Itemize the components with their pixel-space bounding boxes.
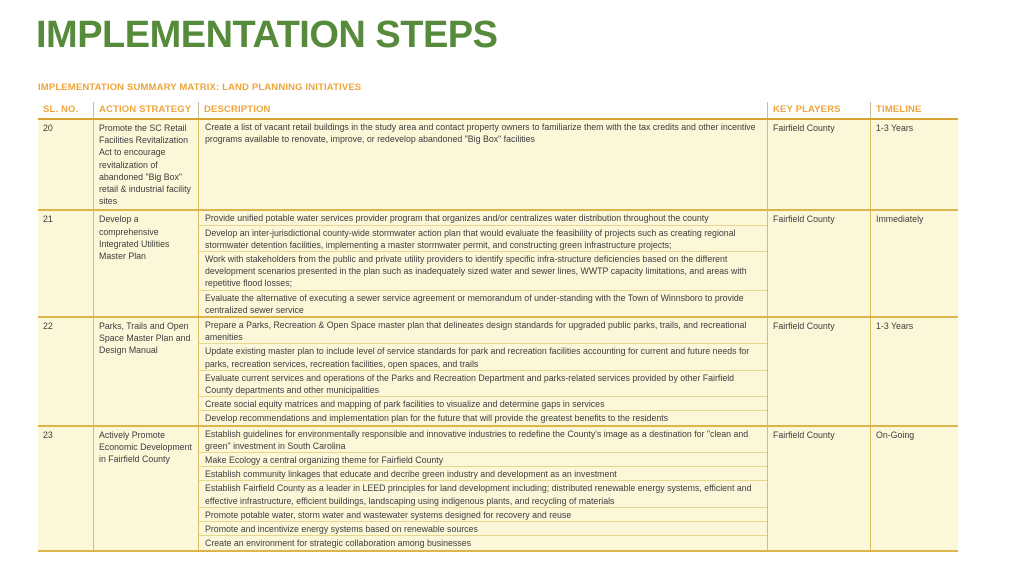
- row-sl-no: 20: [43, 123, 53, 133]
- description-item: Evaluate the alternative of executing a sewer service agreement or memorandum of under-standing with the Town of Winnsboro to provide centralized sewer service: [205, 292, 744, 315]
- row-descriptions: [198, 318, 767, 425]
- row-timeline: 1-3 Years: [870, 318, 958, 425]
- header-description: DESCRIPTION: [198, 102, 767, 118]
- row-key-players: Fairfield County: [767, 211, 870, 316]
- table-row: [38, 318, 958, 427]
- description-item: Promote potable water, storm water and wastewater systems designed for recovery and reuse: [199, 508, 767, 522]
- description-item: Establish community linkages that educate and decribe green industry and development as an investment: [199, 467, 767, 481]
- row-action-strategy: Promote the SC Retail Facilities Revitalization Act to encourage revitalization of abandoned "Big Box" retail & industrial facility sites: [93, 120, 198, 209]
- header-action-strategy: ACTION STRATEGY: [93, 102, 198, 118]
- description-item: Work with stakeholders from the public and private utility providers to identify specific infra-structure deficiencies based on the different development scenarios presented in the plan such as inadequately sized water and sewer lines, WWTP capacity limitations, and areas with repetitive flood losses;: [199, 252, 767, 291]
- description-item: Create an environment for strategic collaboration among businesses: [205, 538, 472, 549]
- header-timeline: TIMELINE: [870, 102, 958, 118]
- matrix-body: [38, 120, 958, 552]
- row-sl-no: 23: [43, 429, 53, 440]
- row-sl-no: 22: [43, 321, 53, 332]
- description-item: Create a list of vacant retail buildings in the study area and contact property owners to familiarize them with the tax credits and other incentive programs available to renovate, improve, or redevelop abandoned "Big Box" facilities: [205, 122, 756, 145]
- description-item: Develop recommendations and implementation plan for the future that will provide the greatest benefits to the residents: [205, 413, 669, 424]
- row-key-players: Fairfield County: [767, 427, 870, 550]
- implementation-matrix-table: [38, 102, 958, 552]
- description-item: Promote and incentivize energy systems based on renewable sources: [199, 522, 767, 536]
- table-row: [38, 427, 958, 552]
- table-row: [38, 120, 958, 211]
- description-item: Provide unified potable water services provider program that organizes and/or centralizes water distribution throughout the county: [199, 211, 767, 225]
- description-item: Develop an inter-jurisdictional county-wide stormwater action plan that would evaluate the feasibility of projects such as creating regional stormwater detention facilities, implementing a master stormwater permit, and constructing green infrastructure projects;: [199, 226, 767, 252]
- table-caption: IMPLEMENTATION SUMMARY MATRIX: LAND PLANNING INITIATIVES: [38, 82, 362, 93]
- table-row: [38, 211, 958, 318]
- row-descriptions: [198, 120, 767, 209]
- description-item: Prepare a Parks, Recreation & Open Space master plan that delineates design standards for upgraded public parks, trails, and recreational amenities: [199, 318, 767, 344]
- row-timeline: 1-3 Years: [870, 120, 958, 209]
- row-action-strategy: Parks, Trails and Open Space Master Plan and Design Manual: [93, 318, 198, 425]
- table-header-row: [38, 102, 958, 120]
- row-key-players: Fairfield County: [767, 120, 870, 209]
- header-key-players: KEY PLAYERS: [767, 102, 870, 118]
- row-timeline: Immediately: [870, 211, 958, 316]
- row-action-strategy: Develop a comprehensive Integrated Utilities Master Plan: [93, 211, 198, 316]
- description-item: Update existing master plan to include level of service standards for park and recreation facilities accounting for current and future needs for parks, recreation services, recreation facilities, open spaces, and trails: [199, 344, 767, 370]
- row-action-strategy: Actively Promote Economic Development in Fairfield County: [93, 427, 198, 550]
- description-item: Evaluate current services and operations of the Parks and Recreation Department and parks-related services provided by other Fairfield County departments and other municipalities: [199, 371, 767, 397]
- header-sl-no: SL. NO.: [43, 104, 79, 115]
- row-descriptions: [198, 427, 767, 550]
- row-timeline: On-Going: [870, 427, 958, 550]
- row-key-players: Fairfield County: [767, 318, 870, 425]
- description-item: Make Ecology a central organizing theme for Fairfield County: [199, 453, 767, 467]
- row-descriptions: [198, 211, 767, 316]
- description-item: Establish guidelines for environmentally responsible and innovative industries to redefine the County's image as a destination for "clean and green" investment in South Carolina: [199, 427, 767, 453]
- page-title: IMPLEMENTATION STEPS: [36, 14, 498, 56]
- description-item: Create social equity matrices and mapping of park facilities to visualize and determine gaps in services: [199, 397, 767, 411]
- description-item: Establish Fairfield County as a leader in LEED principles for land development including; distributed renewable energy systems, efficient and effective infrastructure, efficient buildings, landscaping using indigenous plants, and recycling of materials: [199, 481, 767, 507]
- row-sl-no: 21: [43, 214, 53, 225]
